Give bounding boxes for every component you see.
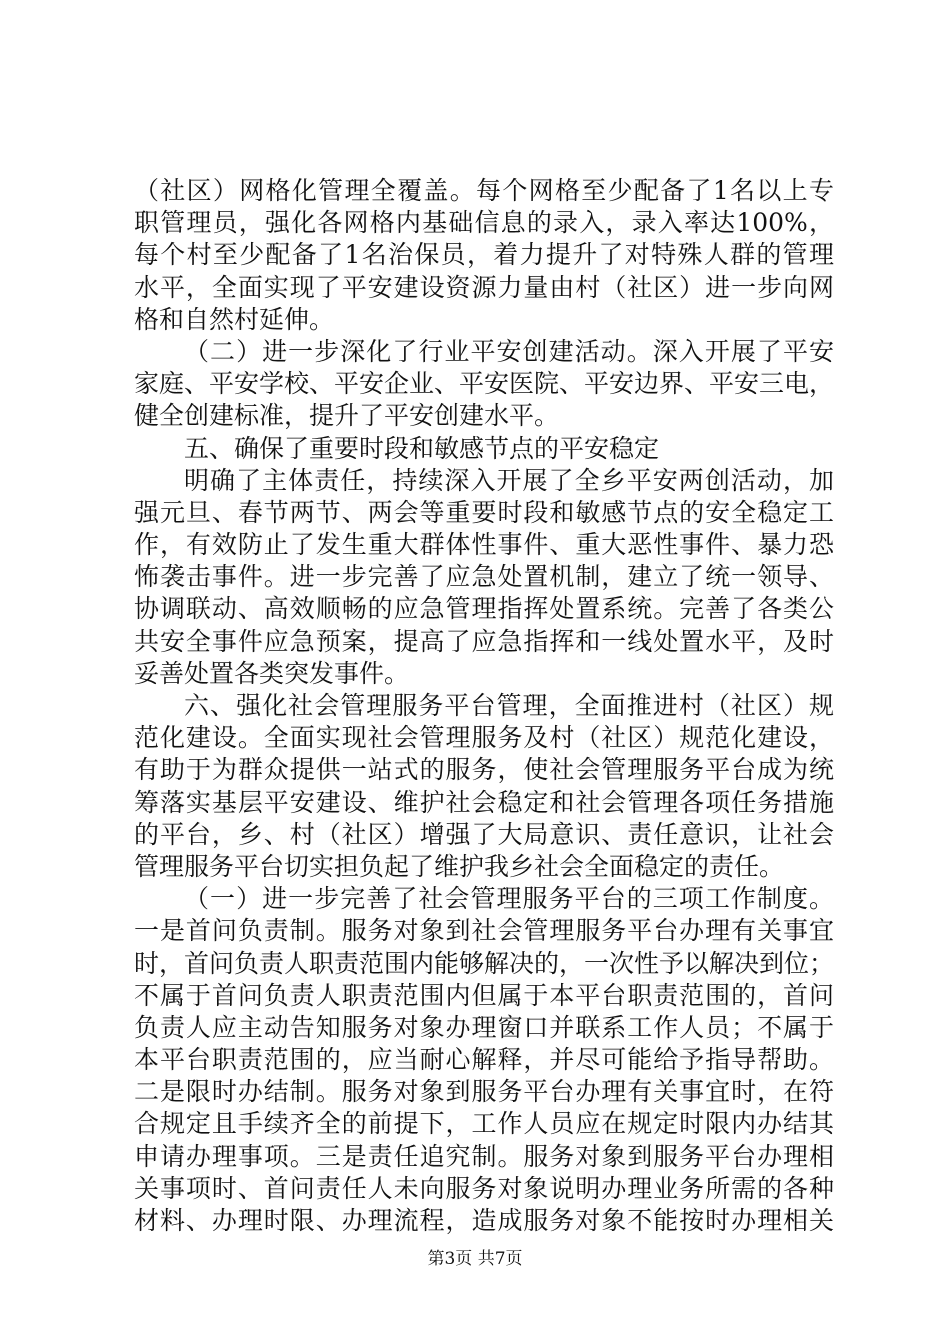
text-line: 本平台职责范围的，应当耐心解释，并尽可能给予指导帮助。 [134,1045,834,1075]
text-line: 作，有效防止了发生重大群体性事件、重大恶性事件、暴力恐 [134,530,834,560]
text-line: 水平，全面实现了平安建设资源力量由村（社区）进一步向网 [134,272,834,302]
text-line: 负责人应主动告知服务对象办理窗口并联系工作人员；不属于 [134,1012,834,1042]
body-text [134,175,834,1237]
text-line: 怖袭击事件。进一步完善了应急处置机制，建立了统一领导、 [134,562,834,592]
text-line: 有助于为群众提供一站式的服务，使社会管理服务平台成为统 [134,755,834,785]
text-line: 一是首问负责制。服务对象到社会管理服务平台办理有关事宜 [134,916,834,946]
text-line: 时，首问负责人职责范围内能够解决的，一次性予以解决到位； [134,948,834,978]
text-line: 家庭、平安学校、平安企业、平安医院、平安边界、平安三电， [134,369,834,399]
text-line: 范化建设。全面实现社会管理服务及村（社区）规范化建设， [134,723,834,753]
text-line: （一）进一步完善了社会管理服务平台的三项工作制度。 [184,884,834,914]
text-line: 申请办理事项。三是责任追究制。服务对象到服务平台办理相 [134,1141,834,1171]
section-heading: 五、确保了重要时段和敏感节点的平安稳定 [184,433,660,463]
text-line: 职管理员，强化各网格内基础信息的录入，录入率达100%， [134,208,834,238]
text-line: 筹落实基层平安建设、维护社会稳定和社会管理各项任务措施 [134,787,834,817]
text-line: 格和自然村延伸。 [134,304,335,334]
text-line: 强元旦、春节两节、两会等重要时段和敏感节点的安全稳定工 [134,497,834,527]
text-line: 共安全事件应急预案，提高了应急指挥和一线处置水平，及时 [134,626,834,656]
text-line: 妥善处置各类突发事件。 [134,658,410,688]
page-number-footer: 第3页 共7页 [427,1249,523,1269]
text-line: 六、强化社会管理服务平台管理，全面推进村（社区）规 [184,691,834,720]
text-line: 材料、办理时限、办理流程，造成服务对象不能按时办理相关 [134,1206,834,1235]
text-line: 的平台，乡、村（社区）增强了大局意识、责任意识，让社会 [134,819,834,849]
text-line: 二是限时办结制。服务对象到服务平台办理有关事宜时，在符 [134,1077,834,1107]
text-line: 不属于首问负责人职责范围内但属于本平台职责范围的，首问 [134,980,834,1010]
text-line: 关事项时、首问责任人未向服务对象说明办理业务所需的各种 [134,1173,834,1203]
text-line: 健全创建标准，提升了平安创建水平。 [134,401,560,431]
text-line: 协调联动、高效顺畅的应急管理指挥处置系统。完善了各类公 [134,594,834,624]
text-line: 合规定且手续齐全的前提下，工作人员应在规定时限内办结其 [134,1109,834,1139]
text-line: （社区）网格化管理全覆盖。每个网格至少配备了1名以上专 [134,176,834,205]
text-line: 每个村至少配备了1名治保员，着力提升了对特殊人群的管理 [134,240,834,270]
text-line: 管理服务平台切实担负起了维护我乡社会全面稳定的责任。 [134,851,785,881]
text-line: （二）进一步深化了行业平安创建活动。深入开展了平安 [184,336,834,366]
text-line: 明确了主体责任，持续深入开展了全乡平安两创活动，加 [184,465,834,495]
